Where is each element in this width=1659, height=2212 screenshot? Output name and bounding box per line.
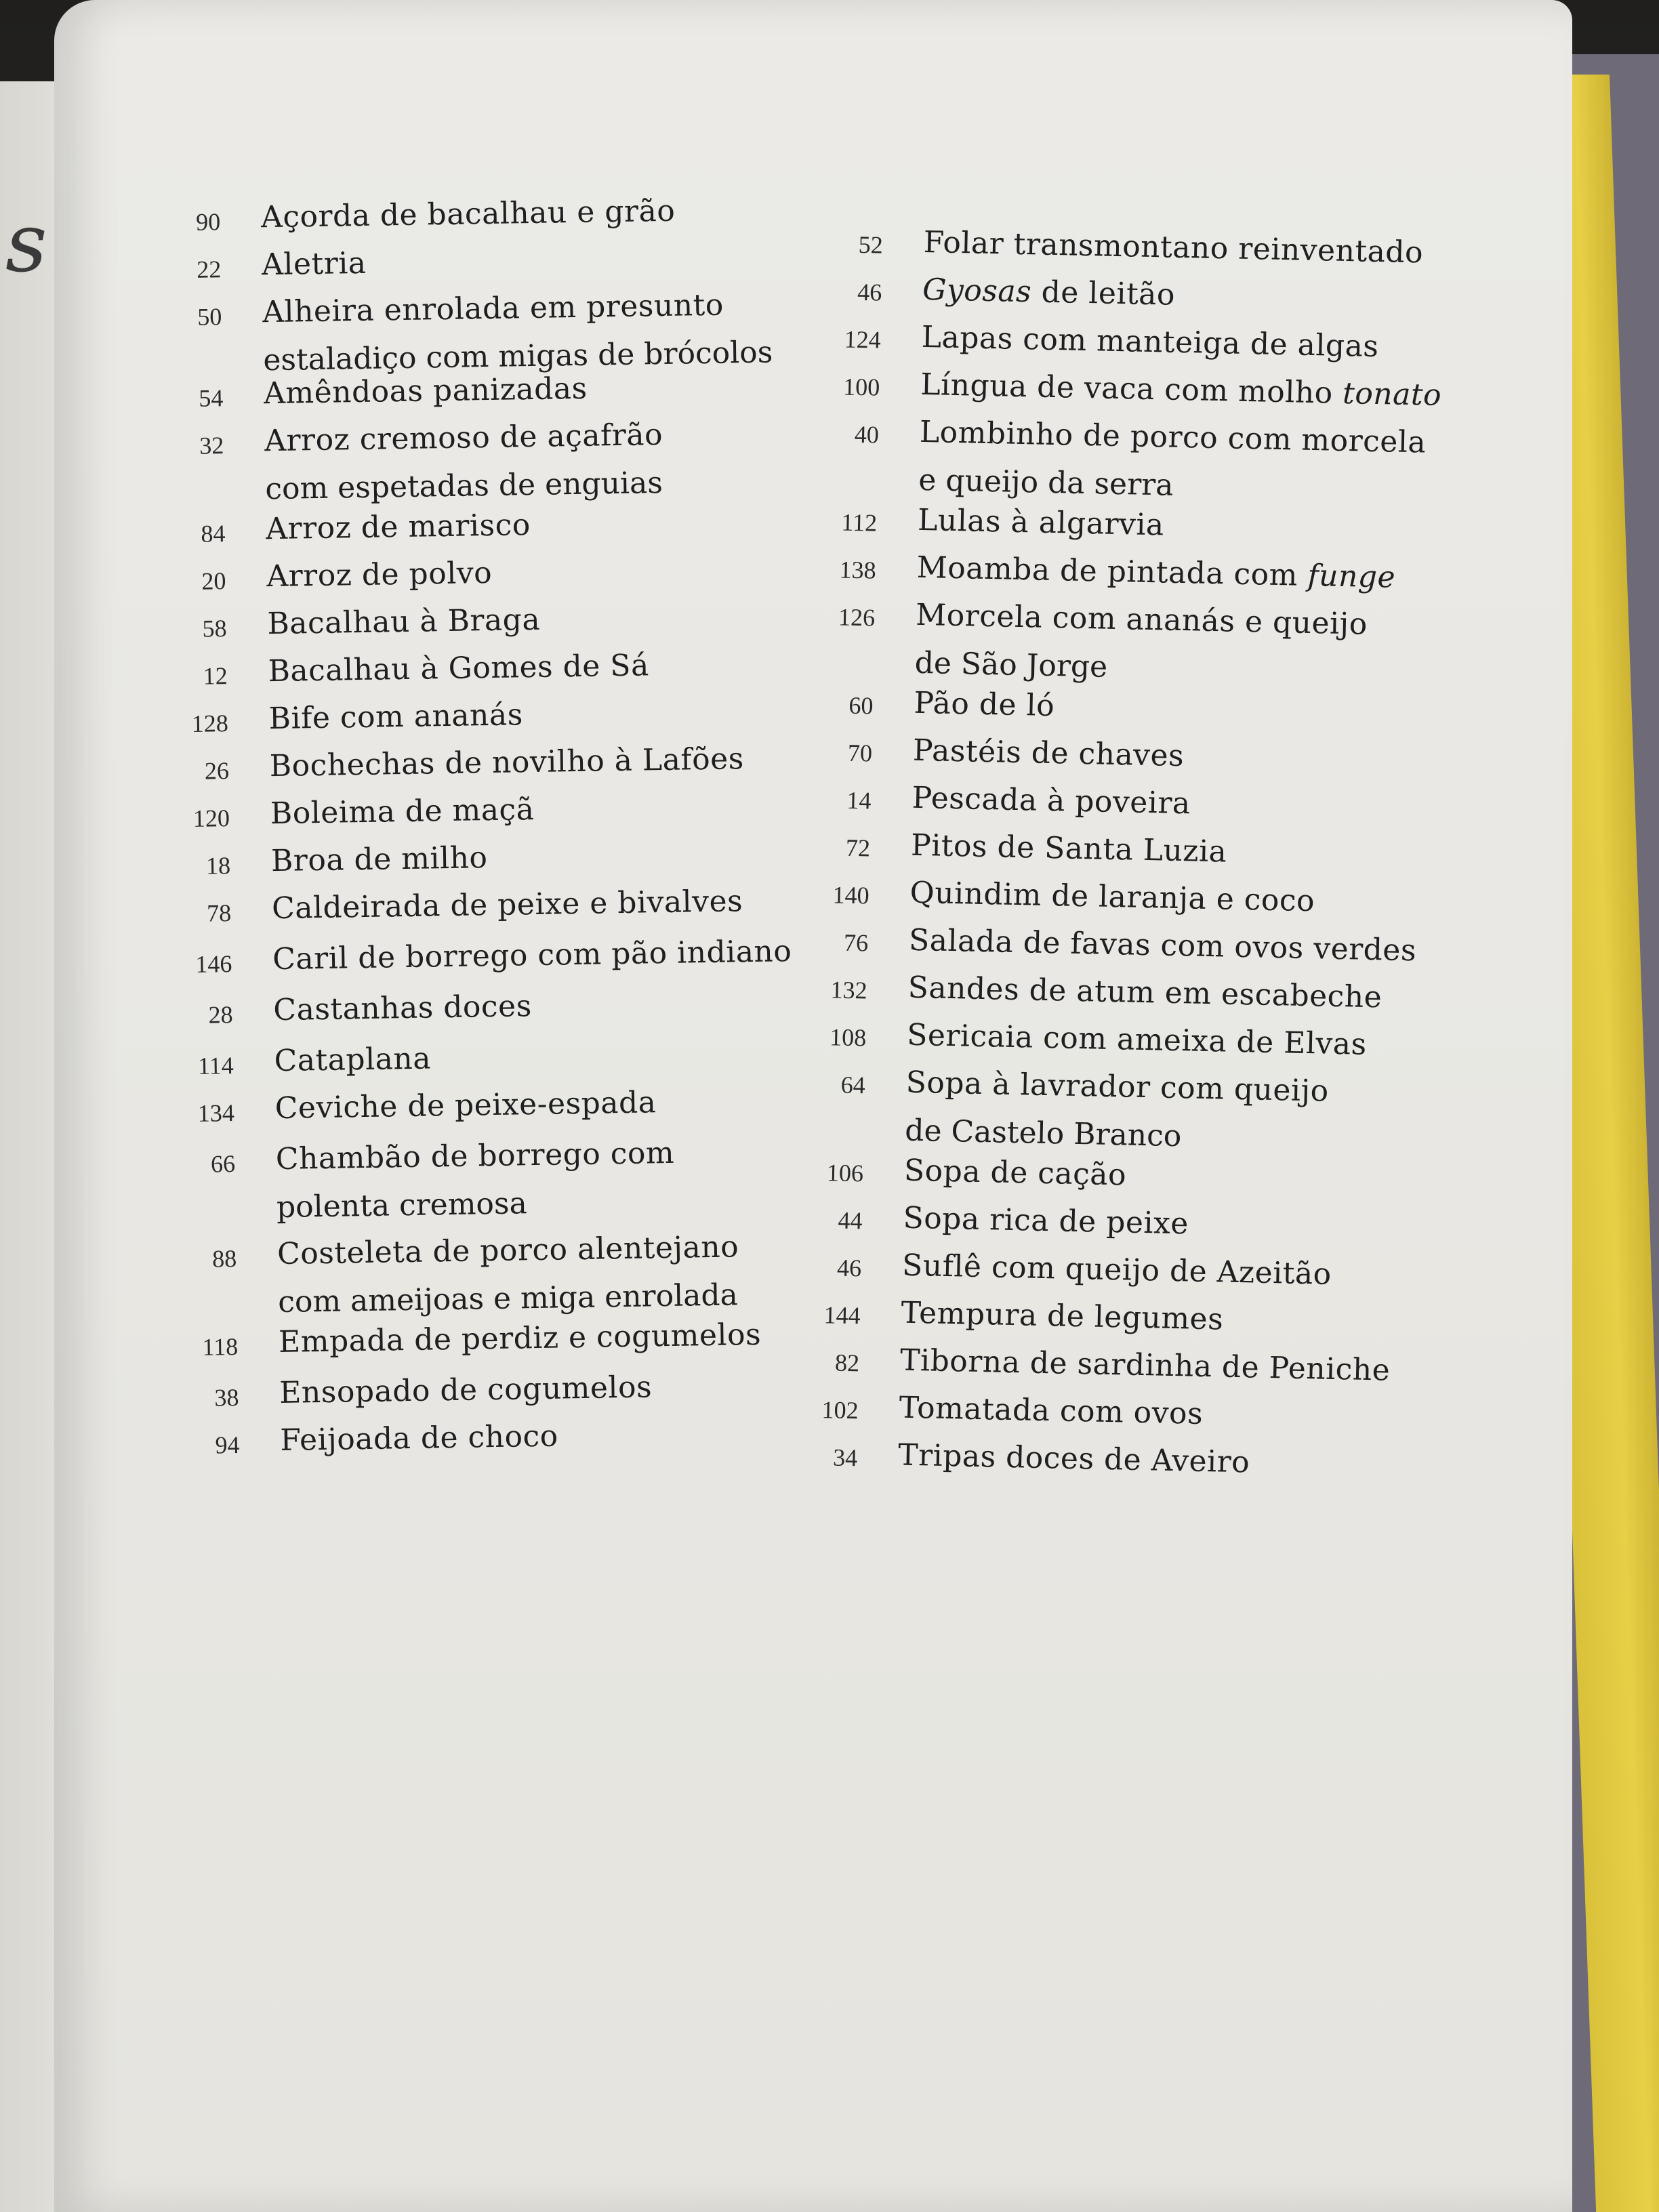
index-entry-continuation: de São Jorge — [914, 645, 1108, 684]
index-page-number: 50 — [197, 303, 222, 331]
index-entry-title-text: Pitos de Santa Luzia — [910, 827, 1227, 869]
index-entry — [206, 884, 743, 927]
left-page-letter: s — [5, 197, 47, 291]
index-page-number: 14 — [846, 786, 872, 815]
index-entry-continuation: estaladiço com migas de brócolos — [262, 335, 773, 378]
index-entry — [842, 367, 1442, 413]
index-page-number: 118 — [202, 1332, 239, 1361]
index-entry — [191, 697, 524, 737]
index-entry — [195, 934, 792, 978]
index-entry — [202, 1317, 762, 1361]
index-page-number: 12 — [203, 662, 228, 690]
index-page-number: 108 — [829, 1023, 867, 1052]
index-entry-title-text: Tripas doces de Aveiro — [897, 1437, 1250, 1480]
index-page-number: 22 — [196, 255, 222, 283]
index-entry-title — [913, 733, 1185, 773]
index-entry-title — [902, 1248, 1332, 1292]
index-page-number: 146 — [195, 950, 232, 978]
index-entry-title-text: Arroz de marisco — [265, 508, 531, 547]
index-entry-title-text: Sopa de cação — [903, 1153, 1127, 1193]
index-entry-title — [270, 792, 534, 831]
index-entry-title-text: Língua de vaca com molho — [920, 367, 1343, 411]
index-entry-title-text: Suflê com queijo de Azeitão — [901, 1248, 1332, 1292]
index-entry-title-text: Arroz de polvo — [266, 555, 493, 594]
index-entry — [195, 193, 676, 236]
index-entry-title-text: Alheira enrolada em presunto — [262, 287, 724, 330]
index-page-number: 26 — [204, 757, 230, 785]
index-page-number: 138 — [839, 556, 877, 584]
index-entry-title-text: Arroz cremoso de açafrão — [264, 417, 663, 459]
index-page-number: 44 — [838, 1206, 863, 1235]
index-entry-title — [279, 1317, 762, 1359]
index-entry — [823, 1295, 1224, 1337]
index-entry — [197, 287, 773, 378]
index-entry-title-text: Moamba de pintada com — [916, 550, 1308, 593]
index-entry-title — [907, 970, 1382, 1015]
index-entry — [211, 1229, 740, 1320]
index-entry-title — [918, 503, 1165, 543]
index-entry-title-text: Morcela com ananás e queijo — [915, 597, 1368, 642]
index-page-number: 140 — [832, 881, 870, 909]
index-entry-title-text: Açorda de bacalhau e grão — [260, 193, 676, 235]
index-entry — [832, 1437, 1250, 1480]
index-entry-title-text: Tomatada com ovos — [899, 1390, 1204, 1431]
index-entry — [847, 733, 1185, 774]
index-entry-title — [900, 1343, 1391, 1388]
index-entry-title-text: Pescada à poveira — [912, 780, 1191, 821]
index-entry-title-text: Quindim de laranja e coco — [909, 875, 1315, 919]
index-entry-title — [280, 1419, 558, 1458]
index-entry-title-italic: tonato — [1342, 375, 1442, 413]
index-page-number: 90 — [195, 208, 221, 236]
index-entry-title — [271, 840, 488, 878]
index-entry-title — [922, 272, 1176, 312]
index-entry — [857, 272, 1176, 312]
index-entry — [839, 550, 1396, 595]
index-entry — [203, 648, 650, 690]
index-entry — [198, 371, 588, 412]
index-entry-title — [911, 828, 1227, 869]
index-entry-title-text: Bochechas de novilho à Lafões — [269, 741, 745, 784]
index-page-number: 72 — [845, 834, 871, 862]
index-entry-title — [264, 417, 663, 458]
index-entry — [843, 922, 1417, 968]
index-entry-title — [264, 371, 588, 411]
index-entry-title — [273, 989, 532, 1027]
index-page-number: 114 — [197, 1052, 234, 1080]
index-entry-title-text: Castanhas doces — [273, 989, 533, 1028]
index-entry-title — [912, 781, 1191, 821]
index-entry-title — [267, 602, 540, 641]
index-page-number: 112 — [841, 508, 878, 537]
index-entry — [199, 417, 664, 507]
index-page-number: 64 — [840, 1071, 866, 1099]
index-page-number: 126 — [838, 603, 876, 632]
index-entry — [836, 1248, 1332, 1292]
index-entry-title-text: Amêndoas panizadas — [263, 371, 588, 411]
index-page-number: 60 — [848, 691, 874, 720]
index-page-number: 78 — [206, 899, 232, 927]
index-page-number: 100 — [842, 373, 880, 401]
index-entry — [215, 1418, 559, 1459]
index-entry-title-text: Ceviche de peixe-espada — [274, 1085, 657, 1126]
index-entry-title-text: Caril de borrego com pão indiano — [272, 934, 792, 977]
index-page-number: 102 — [821, 1396, 859, 1425]
index-entry-title-text: Bife com ananás — [268, 697, 524, 737]
index-page-number: 134 — [197, 1099, 235, 1127]
index-entry — [846, 780, 1191, 821]
index-entry — [854, 414, 1427, 508]
index-page-number: 52 — [858, 230, 884, 259]
index-entry — [205, 840, 488, 880]
index-page-number: 66 — [210, 1150, 236, 1178]
index-entry-title — [916, 550, 1395, 595]
index-entry-title — [272, 884, 743, 926]
index-entry-title-text: Sopa rica de peixe — [903, 1200, 1189, 1242]
index-entry — [844, 319, 1379, 365]
index-entry-title — [272, 934, 792, 977]
index-entry — [202, 602, 541, 642]
index-entry-title-text: Feijoada de choco — [280, 1418, 559, 1458]
index-entry-title — [919, 415, 1426, 460]
index-entry-title-text: Lapas com manteiga de algas — [921, 319, 1379, 365]
index-entry-continuation: com ameijoas e miga enrolada — [277, 1277, 739, 1320]
index-entry — [201, 555, 493, 595]
index-entry-title — [909, 923, 1417, 968]
index-entry — [197, 1041, 432, 1080]
index-page-number: 76 — [843, 928, 869, 957]
index-entry — [841, 502, 1165, 543]
index-entry — [192, 792, 535, 832]
index-entry-title-text: Pastéis de chaves — [912, 733, 1185, 774]
index-entry-title — [276, 1136, 675, 1176]
index-entry — [829, 1017, 1368, 1062]
index-entry — [826, 1153, 1127, 1193]
index-entry-title — [266, 556, 493, 594]
index-page-number: 28 — [208, 1001, 233, 1029]
index-entry-continuation: com espetadas de enguias — [264, 465, 663, 507]
index-entry-title-text: Caldeirada de peixe e bivalves — [271, 884, 743, 926]
index-entry — [832, 875, 1315, 919]
index-entry-title-text: Costeleta de porco alentejano — [276, 1229, 739, 1272]
index-entry — [858, 224, 1424, 270]
index-entry-title — [901, 1296, 1224, 1337]
index-entry-title — [277, 1229, 739, 1271]
index-page-number: 82 — [834, 1349, 860, 1377]
index-entry-title — [923, 225, 1423, 270]
index-entry-title — [269, 741, 744, 783]
index-page-number: 58 — [202, 615, 227, 642]
index-page-number: 70 — [847, 739, 873, 767]
index-entry-title-text: Aletria — [261, 245, 367, 283]
index-entry-title-text: Tiborna de sardinha de Peniche — [899, 1343, 1391, 1388]
index-entry — [834, 1343, 1391, 1388]
index-entry-continuation: polenta cremosa — [276, 1186, 528, 1225]
index-entry-title — [899, 1391, 1203, 1431]
index-entry-title-text: Lulas à algarvia — [917, 502, 1165, 543]
index-entry-title-text: Cataplana — [274, 1041, 432, 1079]
index-entry-title — [274, 1041, 431, 1078]
index-entry-title-text: Salada de favas com ovos verdes — [908, 922, 1417, 968]
index-page-number: 84 — [201, 520, 226, 548]
index-page-number: 106 — [826, 1159, 864, 1187]
index-entry-title — [920, 367, 1442, 413]
index-page-number: 144 — [823, 1301, 861, 1330]
index-entry-title-text: Sopa à lavrador com queijo — [905, 1065, 1330, 1109]
index-entry-title — [262, 288, 724, 330]
index-entry-title — [905, 1065, 1329, 1109]
index-entry — [821, 1390, 1204, 1431]
index-entry-title-text: Sericaia com ameixa de Elvas — [906, 1017, 1368, 1062]
index-entry — [214, 1370, 653, 1412]
index-entry-title-text: de leitão — [1031, 274, 1176, 312]
index-page-number: 32 — [199, 432, 224, 459]
index-entry — [840, 1065, 1330, 1157]
index-entry — [845, 827, 1227, 869]
index-entry-title-text: Chambão de borrego com — [275, 1135, 675, 1177]
index-entry-title-text: Pão de ló — [914, 685, 1055, 724]
index-entry-title — [268, 648, 649, 689]
index-entry-title — [279, 1370, 653, 1410]
index-page-number: 54 — [198, 384, 224, 412]
index-entry-title — [898, 1438, 1250, 1480]
index-entry — [208, 989, 533, 1029]
index-entry-title — [903, 1201, 1189, 1242]
index-entry-title — [261, 194, 676, 235]
index-entry — [838, 597, 1368, 690]
index-entry-title-italic: funge — [1307, 558, 1396, 595]
index-entry — [196, 245, 367, 283]
index-entry-continuation: de Castelo Branco — [904, 1113, 1182, 1154]
index-entry-title-text: Empada de perdiz e cogumelos — [278, 1317, 762, 1360]
index-entry — [830, 970, 1382, 1015]
index-entry — [838, 1200, 1189, 1242]
index-entry — [201, 508, 531, 548]
index-entry-title-text: Tempura de legumes — [901, 1295, 1224, 1337]
index-entry-title-text: Broa de milho — [270, 840, 488, 879]
index-entry-title — [907, 1018, 1367, 1062]
index-entry-title — [904, 1153, 1127, 1193]
index-entry-title-text: Sandes de atum em escabeche — [907, 970, 1382, 1015]
index-entry — [204, 741, 745, 785]
index-entry-title-text: Bacalhau à Braga — [267, 602, 541, 642]
index-entry-title-text: Ensopado de cogumelos — [279, 1370, 653, 1411]
index-page-number: 34 — [832, 1443, 858, 1472]
index-entry — [848, 685, 1055, 724]
index-page-number: 94 — [215, 1431, 240, 1459]
index-entry — [210, 1135, 676, 1225]
index-page-number: 120 — [192, 804, 230, 832]
index-page-number: 38 — [214, 1383, 239, 1412]
index-page-number: 20 — [201, 567, 226, 595]
index-page-number: 46 — [836, 1254, 862, 1282]
index-entry-title-text: Boleima de maçã — [270, 792, 535, 832]
index-page-number: 128 — [191, 710, 229, 737]
index-entry-continuation: e queijo da serra — [918, 462, 1174, 503]
index-page-number: 132 — [830, 976, 868, 1004]
index-entry-title-text: Bacalhau à Gomes de Sá — [268, 648, 650, 689]
index-entry — [197, 1085, 657, 1127]
index-entry-title — [914, 686, 1055, 723]
index-entry-title — [921, 320, 1379, 364]
index-entry-title-italic: Gyosas — [922, 272, 1032, 310]
index-page — [54, 0, 1572, 2212]
index-entry-title — [909, 876, 1315, 919]
index-entry-title — [274, 1085, 656, 1126]
index-page-number: 46 — [857, 278, 882, 306]
index-page-number: 40 — [854, 420, 880, 449]
index-entry-title — [266, 508, 531, 546]
index-page-number: 88 — [211, 1245, 237, 1273]
index-page-number: 124 — [844, 325, 882, 354]
index-entry-title-text: Lombinho de porco com morcela — [919, 414, 1427, 460]
index-entry-title — [268, 697, 523, 736]
index-entry-title — [916, 598, 1368, 642]
index-page-number: 18 — [205, 852, 231, 880]
index-entry-title-text: Folar transmontano reinventado — [923, 224, 1424, 270]
index-entry-title — [262, 246, 367, 282]
